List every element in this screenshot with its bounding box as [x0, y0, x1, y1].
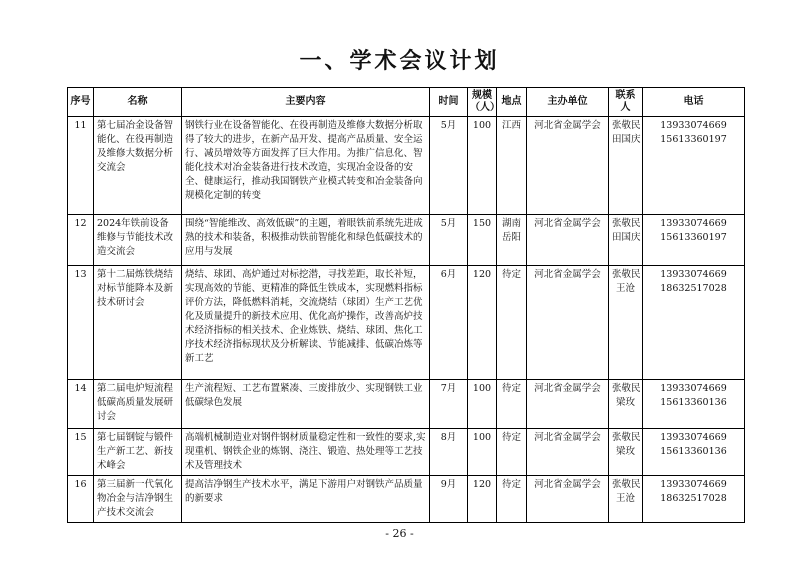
- row-scale: 100: [468, 429, 497, 476]
- row-place: 江西: [497, 117, 527, 215]
- table-row: [68, 117, 745, 215]
- row-org: 河北省金属学会: [527, 380, 609, 429]
- header-name: 名称: [94, 88, 182, 117]
- contact-name: 梁玫: [615, 446, 635, 457]
- row-org: 河北省金属学会: [527, 429, 609, 476]
- row-time: 7月: [430, 380, 468, 429]
- row-org: 河北省金属学会: [527, 476, 609, 523]
- table-header-row: [68, 88, 745, 117]
- row-contact: [609, 215, 643, 266]
- phone-number: 15613360136: [660, 446, 727, 457]
- contact-name: 张敬民: [612, 432, 641, 443]
- row-contact: [609, 117, 643, 215]
- row-phone: [643, 215, 745, 266]
- row-no: 12: [68, 215, 94, 266]
- row-content: 钢铁行业在设备智能化、在役再制造及维修大数据分析取得了较大的进步，在新产品开发、提高产品质量、安全运行、减员增效等方面发挥了巨大作用。为推广信息化、智能化技术对冶金装备进行技术改造，实现冶金设备的安全、健康运行，推动我国钢铁产业模式转变和冶金装备向规模化定制的转变: [182, 117, 430, 215]
- row-org: 河北省金属学会: [527, 117, 609, 215]
- phone-number: 13933074669: [660, 479, 727, 490]
- phone-number: 18632517028: [660, 283, 727, 294]
- table-row: [68, 215, 745, 266]
- contact-name: 张敬民: [612, 383, 641, 394]
- row-time: 6月: [430, 266, 468, 380]
- row-org: 河北省金属学会: [527, 266, 609, 380]
- row-phone: [643, 266, 745, 380]
- row-content: 高端机械制造业对钢件钢材质量稳定性和一致性的要求,实现重机、钢铁企业的炼钢、浇注、锻造、热处理等工艺技术及管理技术: [182, 429, 430, 476]
- contact-name: 王沧: [615, 283, 635, 294]
- phone-number: 15613360136: [660, 397, 727, 408]
- row-place: 待定: [497, 380, 527, 429]
- contact-name: 王沧: [615, 493, 635, 504]
- row-scale: 120: [468, 266, 497, 380]
- row-no: 15: [68, 429, 94, 476]
- table-row: [68, 476, 745, 523]
- row-place: 湖南岳阳: [497, 215, 527, 266]
- header-content: 主要内容: [182, 88, 430, 117]
- row-name: 第七届冶金设备智能化、在役再制造及维修大数据分析交流会: [94, 117, 182, 215]
- phone-number: 13933074669: [660, 383, 727, 394]
- table-row: [68, 429, 745, 476]
- row-name: 第二届电炉短流程低碳高质量发展研讨会: [94, 380, 182, 429]
- contact-name: 张敬民: [612, 269, 641, 280]
- page-number: - 26 -: [385, 527, 414, 540]
- row-phone: [643, 476, 745, 523]
- contact-name: 张敬民: [612, 479, 641, 490]
- row-name: 2024年铁前设备维修与节能技术改造交流会: [94, 215, 182, 266]
- row-name: 第三届新一代氧化物冶金与洁净钢生产技术交流会: [94, 476, 182, 523]
- header-no: 序号: [68, 88, 94, 117]
- row-scale: 100: [468, 380, 497, 429]
- row-no: 11: [68, 117, 94, 215]
- row-time: 9月: [430, 476, 468, 523]
- row-phone: [643, 380, 745, 429]
- contact-name: 田国庆: [612, 134, 641, 145]
- phone-number: 15613360197: [660, 232, 727, 243]
- row-content: 生产流程短、工艺布置紧凑、三废排放少、实现钢铁工业低碳绿色发展: [182, 380, 430, 429]
- row-content: 提高洁净钢生产技术水平，满足下游用户对钢铁产品质量的新要求: [182, 476, 430, 523]
- row-content: 围绕“智能维改、高效低碳”的主题，着眼铁前系统先进成熟的技术和装备，积极推动铁前智能化和绿色低碳技术的应用与发展: [182, 215, 430, 266]
- row-no: 13: [68, 266, 94, 380]
- header-contact: 联系人: [609, 88, 643, 117]
- row-place: 待定: [497, 266, 527, 380]
- row-scale: 100: [468, 117, 497, 215]
- header-time: 时间: [430, 88, 468, 117]
- row-time: 8月: [430, 429, 468, 476]
- row-scale: 150: [468, 215, 497, 266]
- conference-plan-table: [67, 87, 745, 523]
- header-phone: 电话: [643, 88, 745, 117]
- row-name: 第七届钢锭与锻件生产新工艺、新技术峰会: [94, 429, 182, 476]
- row-contact: [609, 380, 643, 429]
- phone-number: 15613360197: [660, 134, 727, 145]
- row-contact: [609, 429, 643, 476]
- header-org: 主办单位: [527, 88, 609, 117]
- row-name: 第十二届炼铁烧结对标节能降本及新技术研讨会: [94, 266, 182, 380]
- page-title: 一、学术会议计划: [299, 49, 500, 74]
- row-no: 16: [68, 476, 94, 523]
- contact-name: 田国庆: [612, 232, 641, 243]
- row-place: 待定: [497, 429, 527, 476]
- phone-number: 13933074669: [660, 218, 727, 229]
- row-place: 待定: [497, 476, 527, 523]
- header-scale: 规模（人）: [468, 88, 497, 117]
- row-phone: [643, 117, 745, 215]
- row-content: 烧结、球团、高炉通过对标挖潜，寻找差距，取长补短，实现高效的节能、更精准的降低生铁成本，实现燃料指标评价方法，降低燃料消耗，交流烧结（球团）生产工艺优化及质量提升的新技术应用、优化高炉操作，改善高炉技术经济指标的相关技术、企业炼铁、烧结、球团、焦化工序技术经济指标现状及分析解读、节能减排、低碳冶炼等新工艺: [182, 266, 430, 380]
- header-place: 地点: [497, 88, 527, 117]
- row-time: 5月: [430, 215, 468, 266]
- contact-name: 张敬民: [612, 218, 641, 229]
- row-org: 河北省金属学会: [527, 215, 609, 266]
- contact-name: 梁玫: [615, 397, 635, 408]
- phone-number: 18632517028: [660, 493, 727, 504]
- table-row: [68, 380, 745, 429]
- row-contact: [609, 476, 643, 523]
- phone-number: 13933074669: [660, 120, 727, 131]
- phone-number: 13933074669: [660, 432, 727, 443]
- row-no: 14: [68, 380, 94, 429]
- contact-name: 张敬民: [612, 120, 641, 131]
- table-row: [68, 266, 745, 380]
- row-time: 5月: [430, 117, 468, 215]
- row-phone: [643, 429, 745, 476]
- row-scale: 120: [468, 476, 497, 523]
- row-contact: [609, 266, 643, 380]
- phone-number: 13933074669: [660, 269, 727, 280]
